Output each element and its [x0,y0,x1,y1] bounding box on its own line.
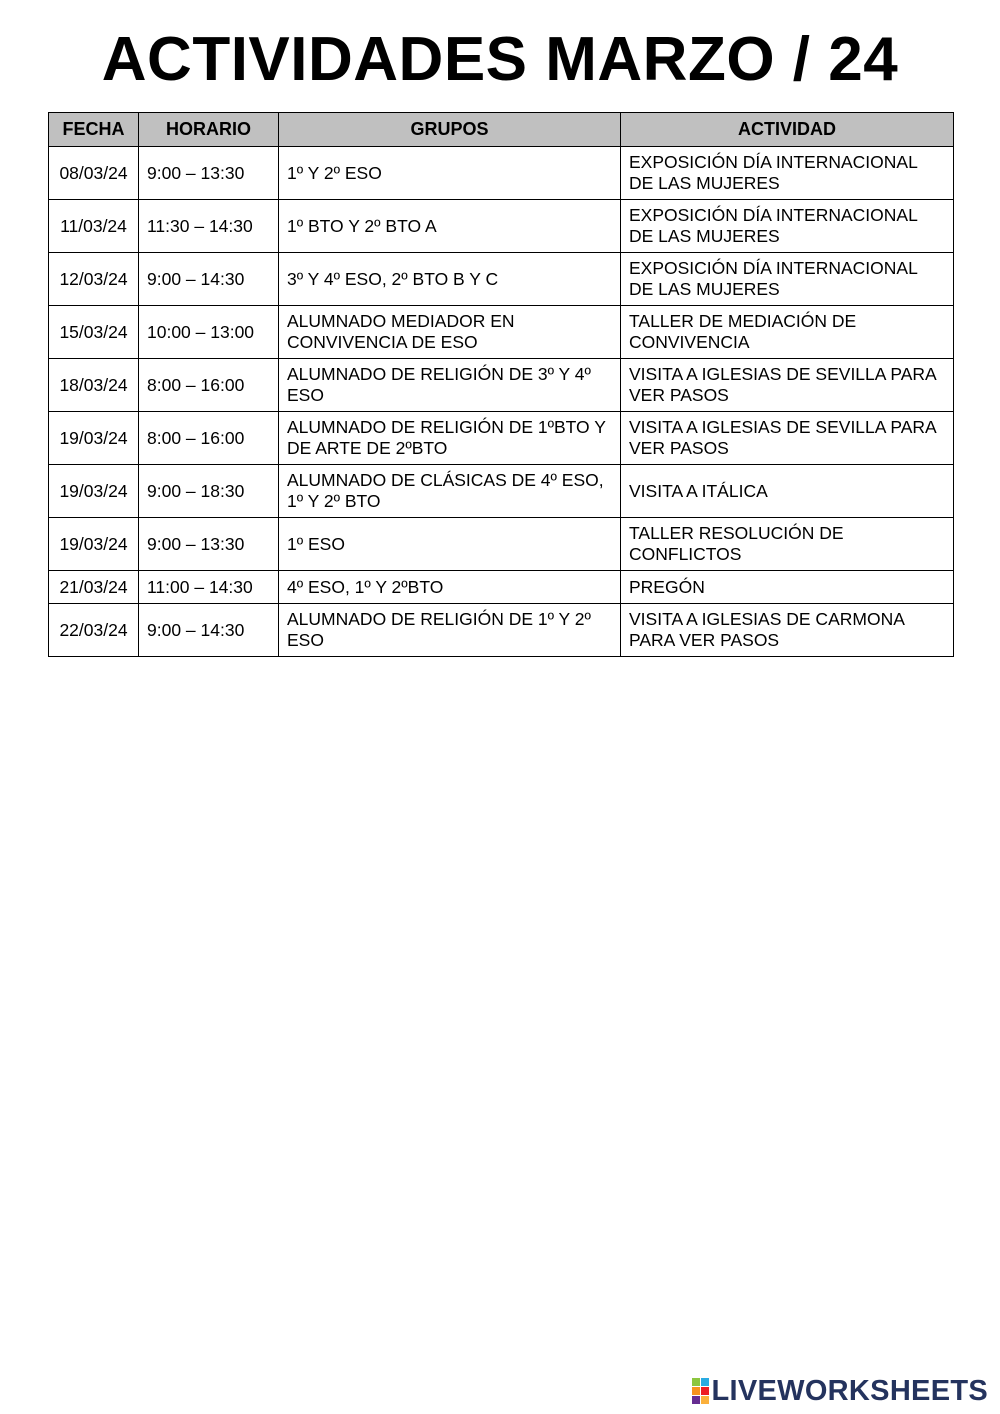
cell-horario: 10:00 – 13:00 [139,306,279,359]
cell-grupos: 4º ESO, 1º Y 2ºBTO [279,571,621,604]
cell-actividad: TALLER DE MEDIACIÓN DE CONVIVENCIA [621,306,954,359]
cell-horario: 9:00 – 13:30 [139,518,279,571]
cell-horario: 9:00 – 14:30 [139,604,279,657]
cell-actividad: VISITA A IGLESIAS DE SEVILLA PARA VER PASOS [621,359,954,412]
cell-actividad: PREGÓN [621,571,954,604]
cell-fecha: 19/03/24 [49,518,139,571]
cell-actividad: VISITA A IGLESIAS DE SEVILLA PARA VER PASOS [621,412,954,465]
cell-actividad: TALLER RESOLUCIÓN DE CONFLICTOS [621,518,954,571]
logo-square [701,1396,709,1404]
cell-actividad: VISITA A IGLESIAS DE CARMONA PARA VER PASOS [621,604,954,657]
logo-square [692,1387,700,1395]
table-row [49,147,954,200]
table-row [49,359,954,412]
page-title: ACTIVIDADES MARZO / 24 [101,25,899,94]
cell-fecha: 11/03/24 [49,200,139,253]
logo-square [692,1396,700,1404]
cell-horario: 8:00 – 16:00 [139,412,279,465]
table-header-row [49,113,954,147]
header-grupos: GRUPOS [279,113,621,147]
cell-grupos: ALUMNADO DE CLÁSICAS DE 4º ESO, 1º Y 2º BTO [279,465,621,518]
cell-grupos: ALUMNADO DE RELIGIÓN DE 1ºBTO Y DE ARTE DE 2ºBTO [279,412,621,465]
cell-fecha: 21/03/24 [49,571,139,604]
cell-actividad: EXPOSICIÓN DÍA INTERNACIONAL DE LAS MUJERES [621,253,954,306]
cell-actividad: EXPOSICIÓN DÍA INTERNACIONAL DE LAS MUJERES [621,200,954,253]
logo-square [692,1378,700,1386]
table-row [49,465,954,518]
table-row [49,306,954,359]
liveworksheets-logo[interactable] [692,1374,989,1408]
table-row [49,412,954,465]
cell-horario: 11:00 – 14:30 [139,571,279,604]
table-row [49,604,954,657]
header-horario: HORARIO [139,113,279,147]
table-row [49,253,954,306]
cell-horario: 11:30 – 14:30 [139,200,279,253]
logo-square [701,1378,709,1386]
cell-fecha: 22/03/24 [49,604,139,657]
header-actividad: ACTIVIDAD [621,113,954,147]
cell-actividad: VISITA A ITÁLICA [621,465,954,518]
logo-square [701,1387,709,1395]
cell-fecha: 19/03/24 [49,465,139,518]
table-row [49,518,954,571]
cell-grupos: 1º Y 2º ESO [279,147,621,200]
cell-horario: 8:00 – 16:00 [139,359,279,412]
cell-fecha: 15/03/24 [49,306,139,359]
cell-fecha: 18/03/24 [49,359,139,412]
cell-fecha: 19/03/24 [49,412,139,465]
cell-grupos: ALUMNADO DE RELIGIÓN DE 1º Y 2º ESO [279,604,621,657]
header-fecha: FECHA [49,113,139,147]
cell-grupos: 1º BTO Y 2º BTO A [279,200,621,253]
cell-fecha: 08/03/24 [49,147,139,200]
cell-grupos: ALUMNADO MEDIADOR EN CONVIVENCIA DE ESO [279,306,621,359]
activities-table [48,112,954,657]
cell-grupos: 1º ESO [279,518,621,571]
cell-horario: 9:00 – 14:30 [139,253,279,306]
cell-grupos: 3º Y 4º ESO, 2º BTO B Y C [279,253,621,306]
cell-actividad: EXPOSICIÓN DÍA INTERNACIONAL DE LAS MUJERES [621,147,954,200]
table-row [49,200,954,253]
liveworksheets-logo-icon [692,1378,709,1404]
cell-fecha: 12/03/24 [49,253,139,306]
cell-grupos: ALUMNADO DE RELIGIÓN DE 3º Y 4º ESO [279,359,621,412]
cell-horario: 9:00 – 18:30 [139,465,279,518]
cell-horario: 9:00 – 13:30 [139,147,279,200]
table-row [49,571,954,604]
liveworksheets-logo-text: LIVEWORKSHEETS [711,1374,988,1407]
